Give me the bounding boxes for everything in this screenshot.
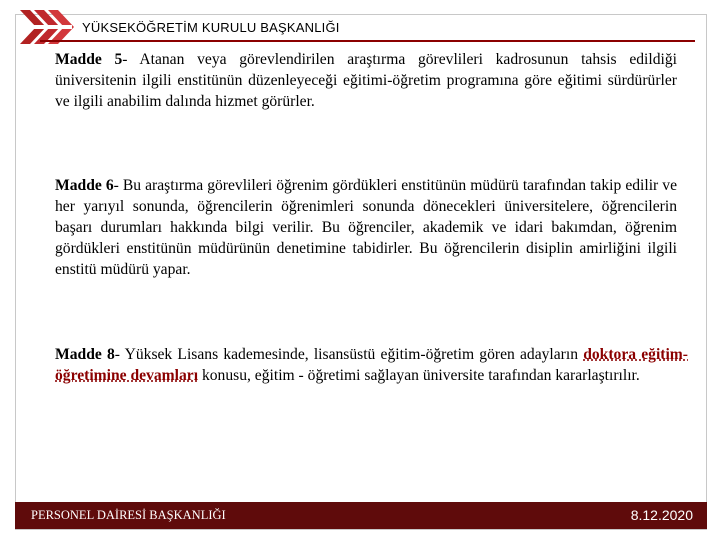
madde-8-lead: Madde 8	[55, 346, 115, 363]
yok-logo-icon	[20, 10, 78, 44]
header-title: YÜKSEKÖĞRETİM KURULU BAŞKANLIĞI	[82, 20, 340, 35]
header-divider	[40, 40, 695, 42]
footer-bar	[15, 502, 707, 529]
madde-8-highlight: doktora eğitim-öğretimine devamları	[55, 346, 688, 384]
paragraph-madde-8	[55, 344, 688, 386]
madde-6-text: - Bu araştırma görevlileri öğrenim gördükleri enstitünün müdürü tarafından takip edilir ve her yarıyıl sonunda, öğrencilerin öğrenimleri sonunda dönecekleri üniversitelere, öğrencilerin başarı durumları hakkında bilgi verilir. Bu öğrenciler, akademik ve idari bakımdan, öğrenim gördükleri enstitünün müdürünün denetimine tabidirler. Bu öğrencilerin disiplin amirliğini ilgili enstitü müdürü yapar.	[55, 177, 677, 278]
footer-department: PERSONEL DAİRESİ BAŞKANLIĞI	[31, 508, 226, 522]
footer-date: 8.12.2020	[630, 507, 693, 523]
madde-5-lead: Madde 5	[55, 51, 123, 68]
madde-5-text: - Atanan veya görevlendirilen araştırma görevlileri kadrosunun tahsis edildiği üniversitenin ilgili enstitünün düzenleyeceği eğitimi-öğretim programına göre eğitimi sürdürürler ve ilgili anabilim dalında hizmet görürler.	[55, 51, 677, 110]
paragraph-madde-6	[55, 175, 677, 280]
paragraph-madde-5	[55, 49, 677, 112]
madde-8-text-before: - Yüksek Lisans kademesinde, lisansüstü eğitim-öğretim gören adayların	[114, 346, 584, 363]
madde-8-text-after: konusu, eğitim - öğretimi sağlayan üniversite tarafından kararlaştırılır.	[198, 367, 640, 384]
madde-6-lead: Madde 6	[55, 177, 114, 194]
